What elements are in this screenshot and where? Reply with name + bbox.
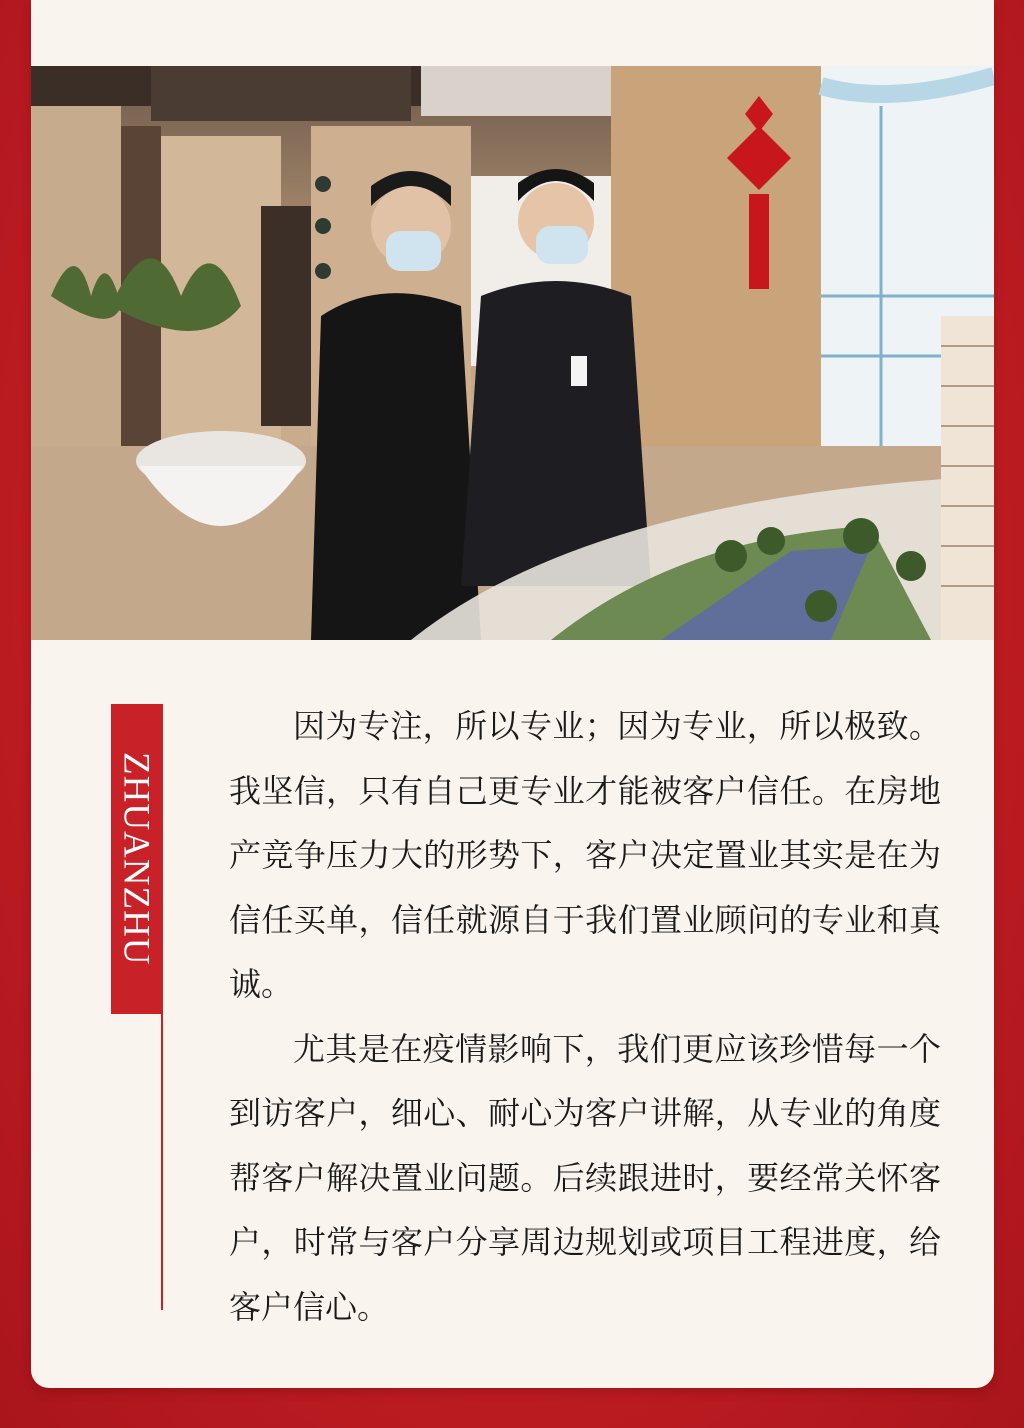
vertical-divider-line	[161, 704, 163, 1310]
vertical-title-tag	[111, 704, 161, 1014]
paragraph-2: 尤其是在疫情影响下，我们更应该珍惜每一个到访客户，细心、耐心为客户讲解，从专业的角度帮客户解决置业问题。后续跟进时，要经常关怀客户，时常与客户分享周边规划或项目工程进度，给客户信心。	[229, 1029, 941, 1326]
paragraph-1: 因为专注，所以专业；因为专业，所以极致。我坚信，只有自己更专业才能被客户信任。在房地产竞争压力大的形势下，客户决定置业其实是在为信任买单，信任就源自于我们置业顾问的专业和真诚。	[229, 707, 941, 1003]
body-text	[229, 694, 941, 1339]
content-card	[31, 0, 994, 1388]
sales-office-photo	[31, 66, 994, 640]
vertical-title-text: ZHUANZHU	[115, 752, 157, 966]
